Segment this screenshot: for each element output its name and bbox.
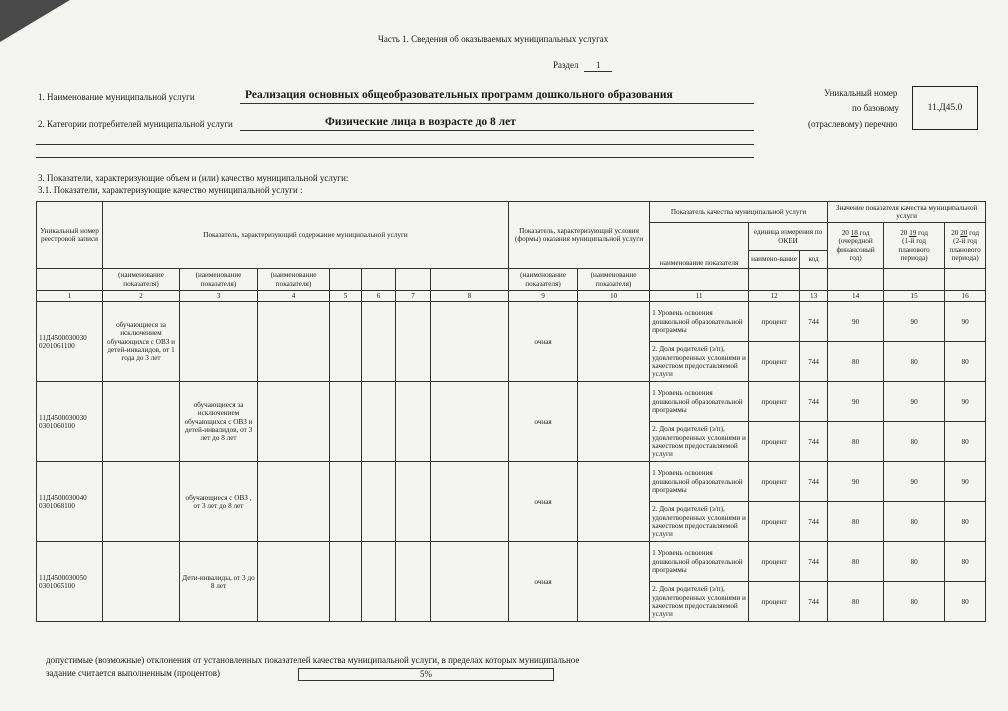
record-value: 90 [828,382,884,422]
record-empty-5 [330,462,362,542]
col-number: 7 [396,291,431,302]
record-value: 80 [828,542,884,582]
record-unit: процент [749,422,800,462]
record-code: 744 [800,422,828,462]
record-empty-6 [362,382,396,462]
record-unit: процент [749,462,800,502]
record-value: 80 [828,502,884,542]
record-group [37,382,986,462]
record-indicator-2: 2. Доля родителей (з/п), удовлетворенных условиями и качеством предоставляемой услуги [650,342,749,382]
record-value: 80 [884,542,945,582]
header-blank-6 [362,269,396,291]
record-value: 90 [828,462,884,502]
record-value: 80 [884,582,945,622]
record-empty-8 [431,382,509,462]
col-number: 13 [800,291,828,302]
record-empty-10 [578,462,650,542]
quality-title: 3.1. Показатели, характеризующие качество муниципальной услуги : [38,185,303,195]
record-indicator-1: 1 Уровень освоения дошкольной образовательной программы [650,382,749,422]
section-number: 1 [596,60,601,70]
header-year-2: 20 19 год (1-й год планового периода) [884,223,945,269]
header-blank-15 [884,269,945,291]
record-id: 11Д4500030040 0301068100 [37,462,103,542]
header-blank-7 [396,269,431,291]
part-title: Часть 1. Сведения об оказываемых муниципальных услугах [378,34,609,44]
service-name-underline [240,103,754,104]
unique-number-line3: (отраслевому) перечню [808,119,898,129]
col-number: 12 [749,291,800,302]
tolerance-value: 5% [298,668,554,681]
tolerance-text-line2: задание считается выполненным (процентов) [46,668,221,678]
record-id: 11Д4500030030 0301060100 [37,382,103,462]
record-group [37,462,986,542]
record-content-3: Дети-инвалиды, от 3 до 8 лет [180,542,258,622]
header-blank-5 [330,269,362,291]
record-content-2: обучающиеся за исключением обучающихся с ОВЗ и детей-инвалидов, от 1 года до 3 лет [103,302,180,382]
record-empty-6 [362,542,396,622]
record-empty-6 [362,302,396,382]
record-content-2 [103,542,180,622]
header-sub-name-4: (наименование показателя) [258,269,330,291]
header-indicator-name: наименование показателя [650,223,749,269]
record-indicator-2: 2. Доля родителей (з/п), удовлетворенных условиями и качеством предоставляемой услуги [650,582,749,622]
record-value: 80 [945,342,986,382]
record-unit: процент [749,382,800,422]
col-number: 5 [330,291,362,302]
col-number: 14 [828,291,884,302]
record-code: 744 [800,502,828,542]
header-blank-16 [945,269,986,291]
record-value: 80 [884,422,945,462]
header-content: Показатель, характеризующий содержание муниципальной услуги [103,202,509,269]
record-value: 80 [945,502,986,542]
record-id: 11Д4500030050 0301065100 [37,542,103,622]
service-name-value: Реализация основных общеобразовательных программ дошкольного образования [245,89,673,101]
blank-line-2 [36,157,754,158]
record-empty-8 [431,542,509,622]
record-group [37,302,986,382]
section-underline [584,71,612,72]
record-empty-8 [431,302,509,382]
tolerance-text-line1: допустимые (возможные) отклонения от установленных показателей качества муниципальной услуги, в пределах которых муниципальное [46,655,580,665]
header-conditions: Показатель, характеризующий условия (формы) оказания муниципальной услуги [509,202,650,269]
header-unit-code: код [800,251,828,269]
record-value: 80 [828,422,884,462]
record-code: 744 [800,542,828,582]
record-code: 744 [800,462,828,502]
unique-number-line2: по базовому [852,103,899,113]
record-unit: процент [749,582,800,622]
record-form: очная [509,462,578,542]
record-value: 90 [828,302,884,342]
col-number: 2 [103,291,180,302]
header-blank-13 [800,269,828,291]
record-value: 90 [945,302,986,342]
col-number: 10 [578,291,650,302]
col-number: 6 [362,291,396,302]
header-blank-12 [749,269,800,291]
header-quality: Показатель качества муниципальной услуги [650,202,828,223]
record-content-2 [103,462,180,542]
categories-underline [240,130,754,131]
header-blank-14 [828,269,884,291]
header-sub-name-3: (наименование показателя) [180,269,258,291]
record-content-4 [258,302,330,382]
record-value: 90 [945,462,986,502]
record-form: очная [509,302,578,382]
header-sub-name-2: (наименование показателя) [103,269,180,291]
record-indicator-1: 1 Уровень освоения дошкольной образовательной программы [650,542,749,582]
record-indicator-1: 1 Уровень освоения дошкольной образовательной программы [650,302,749,342]
header-sub-name-10: (наименование показателя) [578,269,650,291]
record-value: 80 [884,502,945,542]
header-year-3: 20 20 год (2-й год планового периода) [945,223,986,269]
record-unit: процент [749,302,800,342]
header-unit: единица измерения по ОКЕИ [749,223,828,251]
record-value: 90 [945,382,986,422]
record-value: 80 [828,582,884,622]
record-content-3: обучающиеся с ОВЗ , от 3 лет до 8 лет [180,462,258,542]
col-number: 15 [884,291,945,302]
base-list-code [912,86,978,130]
record-empty-10 [578,542,650,622]
record-value: 90 [884,382,945,422]
categories-value: Физические лица в возрасте до 8 лет [325,116,516,128]
quality-indicators-table [36,201,986,622]
record-indicator-2: 2. Доля родителей (з/п), удовлетворенных условиями и качеством предоставляемой услуги [650,422,749,462]
record-form: очная [509,542,578,622]
record-code: 744 [800,342,828,382]
record-content-4 [258,542,330,622]
record-code: 744 [800,302,828,342]
scan-shadow-corner [0,0,70,42]
record-empty-10 [578,302,650,382]
base-list-code-text: 11.Д45.0 [927,103,963,113]
col-number: 16 [945,291,986,302]
record-content-3: обучающиеся за исключением обучающихся с ОВЗ и детей-инвалидов, от 3 лет до 8 лет [180,382,258,462]
header-value: Значение показателя качества муниципальной услуги [828,202,986,223]
header-unit-name: наимено-вание [749,251,800,269]
record-code: 744 [800,582,828,622]
categories-label: 2. Категории потребителей муниципальной услуги [38,119,233,129]
record-empty-7 [396,382,431,462]
header-blank-1 [37,269,103,291]
record-value: 80 [828,342,884,382]
record-form: очная [509,382,578,462]
col-number: 1 [37,291,103,302]
record-empty-7 [396,542,431,622]
header-blank-11 [650,269,749,291]
record-content-4 [258,382,330,462]
record-empty-7 [396,302,431,382]
col-number: 11 [650,291,749,302]
header-unique-number: Уникальный номер реестровой записи [37,202,103,269]
record-indicator-2: 2. Доля родителей (з/п), удовлетворенных условиями и качеством предоставляемой услуги [650,502,749,542]
record-value: 90 [884,302,945,342]
record-unit: процент [749,502,800,542]
record-unit: процент [749,542,800,582]
col-number: 3 [180,291,258,302]
header-sub-name-9: (наименование показателя) [509,269,578,291]
record-code: 744 [800,382,828,422]
record-content-3 [180,302,258,382]
col-number: 4 [258,291,330,302]
record-unit: процент [749,342,800,382]
col-number: 9 [509,291,578,302]
record-empty-5 [330,542,362,622]
record-empty-5 [330,302,362,382]
record-empty-7 [396,462,431,542]
record-group [37,542,986,622]
record-value: 90 [884,462,945,502]
indicators-title: 3. Показатели, характеризующие объем и (или) качество муниципальной услуги: [38,173,349,183]
header-blank-8 [431,269,509,291]
record-content-2 [103,382,180,462]
record-empty-8 [431,462,509,542]
record-value: 80 [945,542,986,582]
record-empty-6 [362,462,396,542]
blank-line-1 [36,144,754,145]
record-id: 11Д4500030030 0201061100 [37,302,103,382]
record-value: 80 [884,342,945,382]
record-value: 80 [945,582,986,622]
record-empty-5 [330,382,362,462]
header-year-1: 20 18 год (очередной финансовый год) [828,223,884,269]
unique-number-line1: Уникальный номер [824,88,898,98]
col-number: 8 [431,291,509,302]
section-label: Раздел [553,60,579,70]
record-value: 80 [945,422,986,462]
service-name-label: 1. Наименование муниципальной услуги [38,92,195,102]
record-indicator-1: 1 Уровень освоения дошкольной образовательной программы [650,462,749,502]
record-empty-10 [578,382,650,462]
record-content-4 [258,462,330,542]
